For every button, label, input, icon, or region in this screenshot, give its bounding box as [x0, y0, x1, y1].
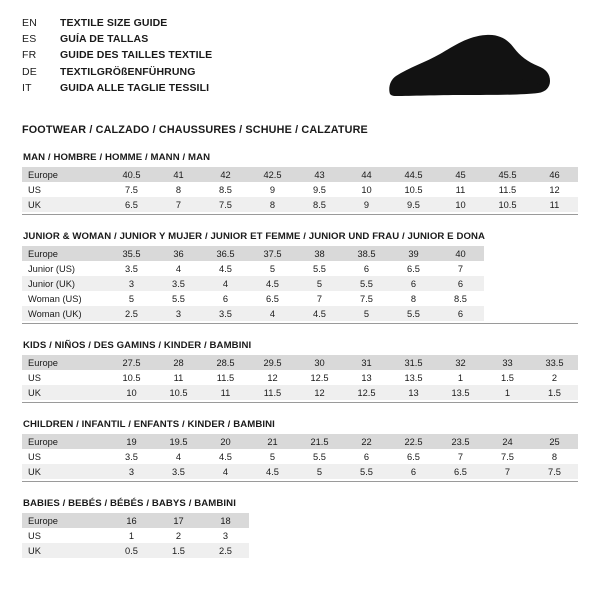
size-group [22, 419, 578, 482]
language-code: EN [22, 17, 37, 29]
size-cell: 19 [108, 434, 155, 449]
size-cell: 6 [390, 276, 437, 291]
size-cell: 20 [202, 434, 249, 449]
size-cell: 2 [531, 370, 578, 385]
size-cell: 9 [249, 182, 296, 197]
size-cell: 39 [390, 246, 437, 261]
size-cell: 10.5 [390, 182, 437, 197]
divider [22, 323, 578, 324]
size-cell: 11 [155, 370, 202, 385]
size-cell: 1.5 [484, 370, 531, 385]
table-row [22, 291, 484, 306]
dress-shoe-icon [382, 32, 552, 107]
language-title: TEXTILE SIZE GUIDE [60, 17, 168, 29]
size-cell: 8 [390, 291, 437, 306]
language-row [22, 32, 212, 48]
size-cell: 8.5 [437, 291, 484, 306]
size-cell: 6 [343, 261, 390, 276]
row-label: US [22, 449, 108, 464]
size-cell: 5 [249, 261, 296, 276]
size-cell: 4.5 [249, 276, 296, 291]
language-code: ES [22, 33, 37, 46]
size-cell: 5.5 [296, 449, 343, 464]
size-cell: 11.5 [249, 385, 296, 400]
size-cell: 4 [155, 261, 202, 276]
size-cell: 7.5 [202, 197, 249, 212]
divider [22, 481, 578, 482]
size-cell: 8 [249, 197, 296, 212]
size-cell: 17 [155, 513, 202, 528]
divider [22, 402, 578, 403]
size-group-title: JUNIOR & WOMAN / JUNIOR Y MUJER / JUNIOR ET FEMME / JUNIOR UND FRAU / JUNIOR E DONA [23, 231, 486, 242]
size-cell: 5 [343, 306, 390, 321]
size-cell: 38 [296, 246, 343, 261]
size-cell: 12.5 [343, 385, 390, 400]
row-label: Europe [22, 355, 108, 370]
size-cell: 3.5 [155, 276, 202, 291]
size-cell: 11 [437, 182, 484, 197]
size-cell: 8.5 [202, 182, 249, 197]
table-row [22, 370, 578, 385]
size-cell: 2 [155, 528, 202, 543]
size-cell: 28 [155, 355, 202, 370]
table-row [22, 449, 578, 464]
size-cell: 16 [108, 513, 155, 528]
size-cell: 18 [202, 513, 249, 528]
language-title: GUÍA DE TALLAS [60, 33, 149, 46]
size-cell: 5 [296, 276, 343, 291]
size-cell: 4 [155, 449, 202, 464]
size-cell: 10 [108, 385, 155, 400]
size-cell: 7 [484, 464, 531, 479]
size-cell: 46 [531, 167, 578, 182]
size-cell: 10 [343, 182, 390, 197]
table-row [22, 306, 484, 321]
size-cell: 37.5 [249, 246, 296, 261]
size-cell: 9.5 [390, 197, 437, 212]
size-cell: 3 [155, 306, 202, 321]
size-cell: 4.5 [249, 464, 296, 479]
size-cell: 6.5 [108, 197, 155, 212]
size-cell: 21 [249, 434, 296, 449]
size-cell: 10.5 [484, 197, 531, 212]
size-cell: 7.5 [484, 449, 531, 464]
size-group [22, 340, 578, 403]
size-cell: 3.5 [108, 449, 155, 464]
size-cell: 33.5 [531, 355, 578, 370]
size-cell: 12 [296, 385, 343, 400]
size-cell: 27.5 [108, 355, 155, 370]
size-cell: 4.5 [296, 306, 343, 321]
size-cell: 6 [437, 306, 484, 321]
size-cell: 44.5 [390, 167, 437, 182]
table-row [22, 513, 249, 528]
size-cell: 1 [437, 370, 484, 385]
size-cell: 36.5 [202, 246, 249, 261]
size-cell: 8 [531, 449, 578, 464]
row-label: Europe [22, 434, 108, 449]
language-row [22, 16, 212, 32]
size-cell: 5 [249, 449, 296, 464]
size-cell: 3.5 [108, 261, 155, 276]
size-cell: 6 [437, 276, 484, 291]
row-label: UK [22, 543, 108, 558]
size-cell: 7 [155, 197, 202, 212]
row-label: Europe [22, 513, 108, 528]
size-cell: 35.5 [108, 246, 155, 261]
size-group [22, 231, 578, 324]
size-cell: 45.5 [484, 167, 531, 182]
size-cell: 30 [296, 355, 343, 370]
size-cell: 10 [437, 197, 484, 212]
size-cell: 28.5 [202, 355, 249, 370]
size-cell: 4 [202, 276, 249, 291]
table-row [22, 543, 249, 558]
size-cell: 4.5 [202, 449, 249, 464]
size-cell: 11 [531, 197, 578, 212]
row-label: US [22, 528, 108, 543]
language-row [22, 81, 212, 97]
size-cell: 11.5 [484, 182, 531, 197]
language-code: IT [22, 81, 32, 94]
size-cell: 43 [296, 167, 343, 182]
size-cell: 25 [531, 434, 578, 449]
language-title: TEXTILGRÖßENFÜHRUNG [60, 65, 196, 78]
size-cell: 6 [343, 449, 390, 464]
table-row [22, 434, 578, 449]
table-row [22, 528, 249, 543]
size-cell: 42 [202, 167, 249, 182]
size-cell: 3 [108, 464, 155, 479]
row-label: UK [22, 197, 108, 212]
size-cell: 6 [390, 464, 437, 479]
size-cell: 32 [437, 355, 484, 370]
row-label: Woman (US) [22, 291, 108, 306]
language-row [22, 48, 212, 64]
size-cell: 5.5 [343, 276, 390, 291]
size-cell: 7.5 [531, 464, 578, 479]
size-cell: 10.5 [108, 370, 155, 385]
size-cell: 3 [202, 528, 249, 543]
size-cell: 2.5 [202, 543, 249, 558]
size-cell: 10.5 [155, 385, 202, 400]
size-table [22, 167, 578, 212]
row-label: UK [22, 385, 108, 400]
size-table [22, 355, 578, 400]
size-cell: 1 [484, 385, 531, 400]
size-cell: 5.5 [155, 291, 202, 306]
row-label: Junior (UK) [22, 276, 108, 291]
divider [22, 214, 578, 215]
size-cell: 44 [343, 167, 390, 182]
size-cell: 12.5 [296, 370, 343, 385]
size-cell: 3 [108, 276, 155, 291]
size-cell: 13 [343, 370, 390, 385]
size-cell: 7.5 [108, 182, 155, 197]
size-cell: 5 [108, 291, 155, 306]
row-label: US [22, 182, 108, 197]
size-cell: 4 [249, 306, 296, 321]
size-cell: 13.5 [390, 370, 437, 385]
size-group-title: CHILDREN / INFANTIL / ENFANTS / KINDER / BAMBINI [23, 419, 275, 430]
size-cell: 31 [343, 355, 390, 370]
size-table [22, 434, 578, 479]
size-cell: 6 [202, 291, 249, 306]
table-row [22, 182, 578, 197]
table-row [22, 355, 578, 370]
language-row [22, 65, 212, 81]
size-group-title: MAN / HOMBRE / HOMME / MANN / MAN [23, 152, 211, 163]
size-cell: 45 [437, 167, 484, 182]
size-cell: 13 [390, 385, 437, 400]
size-cell: 22 [343, 434, 390, 449]
language-code: DE [22, 65, 37, 78]
footwear-section-title: FOOTWEAR / CALZADO / CHAUSSURES / SCHUHE / CALZATURE [22, 124, 368, 136]
table-row [22, 464, 578, 479]
size-cell: 8.5 [296, 197, 343, 212]
size-cell: 31.5 [390, 355, 437, 370]
size-cell: 8 [155, 182, 202, 197]
size-group-title: BABIES / BEBÉS / BÉBÉS / BABYS / BAMBINI [23, 498, 236, 509]
size-cell: 4.5 [202, 261, 249, 276]
size-cell: 42.5 [249, 167, 296, 182]
size-cell: 4 [202, 464, 249, 479]
size-cell: 7 [437, 261, 484, 276]
row-label: Europe [22, 167, 108, 182]
size-cell: 2.5 [108, 306, 155, 321]
size-cell: 12 [531, 182, 578, 197]
table-row [22, 276, 484, 291]
size-cell: 12 [249, 370, 296, 385]
size-table [22, 246, 484, 321]
size-cell: 24 [484, 434, 531, 449]
size-cell: 1.5 [155, 543, 202, 558]
size-cell: 3.5 [155, 464, 202, 479]
size-group [22, 498, 578, 558]
size-cell: 36 [155, 246, 202, 261]
size-cell: 5.5 [343, 464, 390, 479]
size-cell: 1.5 [531, 385, 578, 400]
size-cell: 0.5 [108, 543, 155, 558]
size-cell: 7.5 [343, 291, 390, 306]
size-cell: 38.5 [343, 246, 390, 261]
table-row [22, 385, 578, 400]
size-cell: 1 [108, 528, 155, 543]
size-cell: 6.5 [390, 449, 437, 464]
size-cell: 6.5 [390, 261, 437, 276]
table-row [22, 197, 578, 212]
table-row [22, 167, 578, 182]
size-cell: 9.5 [296, 182, 343, 197]
size-cell: 23.5 [437, 434, 484, 449]
size-cell: 5 [296, 464, 343, 479]
size-tables [22, 152, 578, 558]
size-group [22, 152, 578, 215]
size-cell: 40 [437, 246, 484, 261]
size-cell: 33 [484, 355, 531, 370]
size-cell: 22.5 [390, 434, 437, 449]
size-cell: 21.5 [296, 434, 343, 449]
size-table [22, 513, 249, 558]
size-cell: 40.5 [108, 167, 155, 182]
size-cell: 5.5 [390, 306, 437, 321]
language-title: GUIDE DES TAILLES TEXTILE [60, 49, 213, 62]
row-label: Woman (UK) [22, 306, 108, 321]
size-cell: 6.5 [249, 291, 296, 306]
language-code: FR [22, 49, 37, 62]
row-label: Europe [22, 246, 108, 261]
size-cell: 29.5 [249, 355, 296, 370]
row-label: US [22, 370, 108, 385]
size-cell: 7 [437, 449, 484, 464]
size-cell: 5.5 [296, 261, 343, 276]
row-label: Junior (US) [22, 261, 108, 276]
size-cell: 11.5 [202, 370, 249, 385]
table-row [22, 261, 484, 276]
document-header [22, 16, 578, 107]
size-cell: 9 [343, 197, 390, 212]
language-title: GUIDA ALLE TAGLIE TESSILI [60, 81, 210, 94]
size-cell: 19.5 [155, 434, 202, 449]
size-cell: 13.5 [437, 385, 484, 400]
size-cell: 7 [296, 291, 343, 306]
size-cell: 11 [202, 385, 249, 400]
size-cell: 3.5 [202, 306, 249, 321]
row-label: UK [22, 464, 108, 479]
language-titles [22, 16, 212, 97]
size-group-title: KIDS / NIÑOS / DES GAMINS / KINDER / BAMBINI [23, 340, 252, 351]
size-cell: 41 [155, 167, 202, 182]
size-cell: 6.5 [437, 464, 484, 479]
table-row [22, 246, 484, 261]
